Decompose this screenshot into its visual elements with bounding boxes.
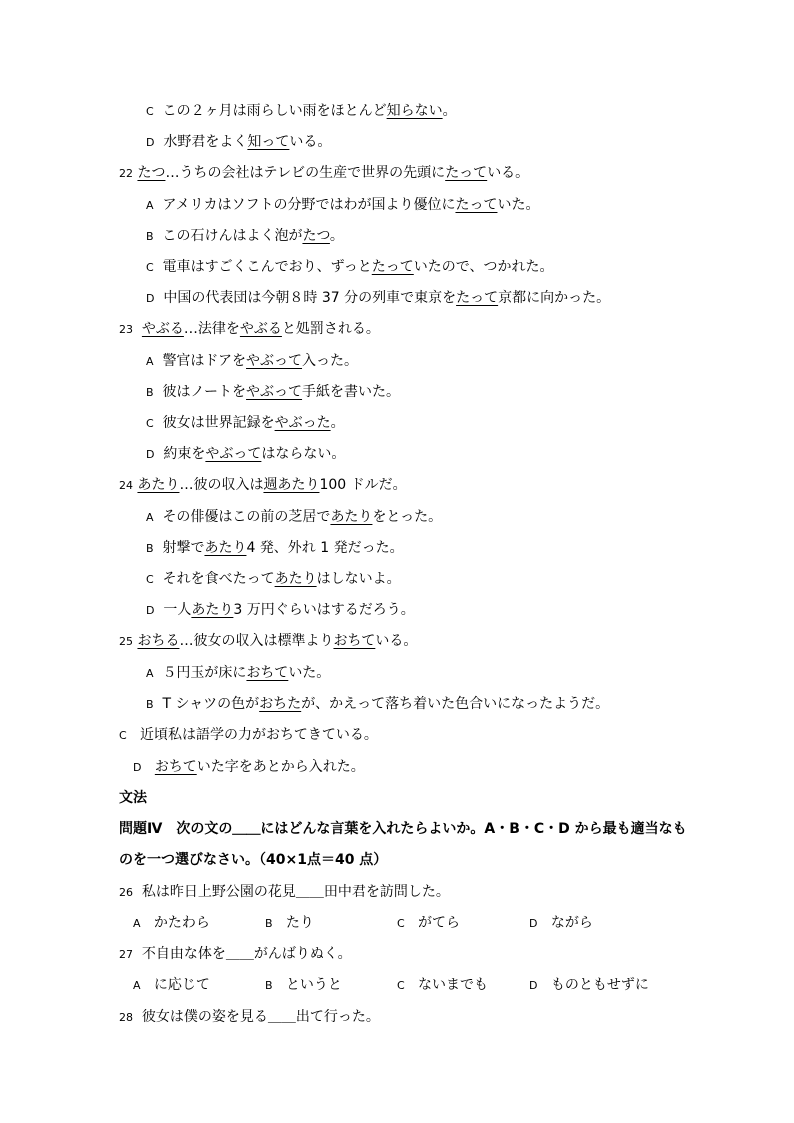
option-c-21: C この２ヶ月は雨らしい雨をほとんど知らない。 xyxy=(146,103,457,119)
option-b-27: B というと xyxy=(265,977,342,993)
option-label: D xyxy=(146,136,155,149)
option-b-25: B T シャツの色がおちたが、かえって落ち着いた色合いになったようだ。 xyxy=(146,696,610,712)
problem-instruction-line2: のを一つ選びなさい。（40×1点＝40 点） xyxy=(119,852,388,868)
question-25: 25 おちる…彼女の収入は標準よりおちている。 xyxy=(119,633,418,649)
option-c-22: C 電車はすごくこんでおり、ずっとたっていたので、つかれた。 xyxy=(146,259,554,275)
option-a-27: A に応じて xyxy=(133,977,210,993)
option-a-26: A かたわら xyxy=(133,915,210,931)
option-a-23: A 警官はドアをやぶって入った。 xyxy=(146,353,359,369)
option-b-22: B この石けんはよく泡がたつ。 xyxy=(146,228,344,244)
option-d-24: D 一人あたり3 万円ぐらいはするだろう。 xyxy=(146,602,415,618)
option-d-23: D 約束をやぶってはならない。 xyxy=(146,446,346,462)
problem-instruction-line1: 問題Ⅳ 次の文の＿＿にはどんな言葉を入れたらよいか。A・B・C・D から最も適当なも xyxy=(119,821,687,837)
option-a-25: A ５円玉が床におちていた。 xyxy=(146,665,331,681)
question-28: 28 彼女は僕の姿を見る＿＿出て行った。 xyxy=(119,1009,380,1025)
question-27: 27 不自由な体を＿＿がんばりぬく。 xyxy=(119,946,352,962)
question-26: 26 私は昨日上野公園の花見＿＿田中君を訪問した。 xyxy=(119,884,450,900)
section-title: 文法 xyxy=(119,790,147,806)
option-a-24: A その俳優はこの前の芝居であたりをとった。 xyxy=(146,509,443,525)
option-d-25: D おちていた字をあとから入れた。 xyxy=(133,759,365,775)
option-c-27: C ないまでも xyxy=(397,977,489,993)
options-26 xyxy=(133,914,593,933)
option-label: C xyxy=(146,105,154,118)
option-b-23: B 彼はノートをやぶって手紙を書いた。 xyxy=(146,384,401,400)
option-c-23: C 彼女は世界記録をやぶった。 xyxy=(146,415,345,431)
option-d-22: D 中国の代表団は今朝８時 37 分の列車で東京をたって京都に向かった。 xyxy=(146,290,611,306)
option-b-24: B 射撃であたり4 発、外れ 1 発だった。 xyxy=(146,540,404,556)
option-d-21: D 水野君をよく知っている。 xyxy=(146,134,332,150)
option-b-26: B たり xyxy=(265,915,314,931)
question-24: 24 あたり…彼の収入は週あたり100 ドルだ。 xyxy=(119,477,407,493)
option-c-24: C それを食べたってあたりはしないよ。 xyxy=(146,571,401,587)
question-23: 23 やぶる…法律をやぶると処罰される。 xyxy=(119,321,380,337)
options-27 xyxy=(133,976,649,995)
option-a-22: A アメリカはソフトの分野ではわが国より優位にたっていた。 xyxy=(146,197,540,213)
option-c-26: C がてら xyxy=(397,915,461,931)
option-d-27: D ものともせずに xyxy=(529,977,649,993)
question-22: 22 たつ…うちの会社はテレビの生産で世界の先頭にたっている。 xyxy=(119,165,530,181)
question-number: 22 xyxy=(119,167,133,180)
option-c-25: C 近頃私は語学の力がおちてきている。 xyxy=(119,727,378,743)
option-d-26: D ながら xyxy=(529,915,593,931)
